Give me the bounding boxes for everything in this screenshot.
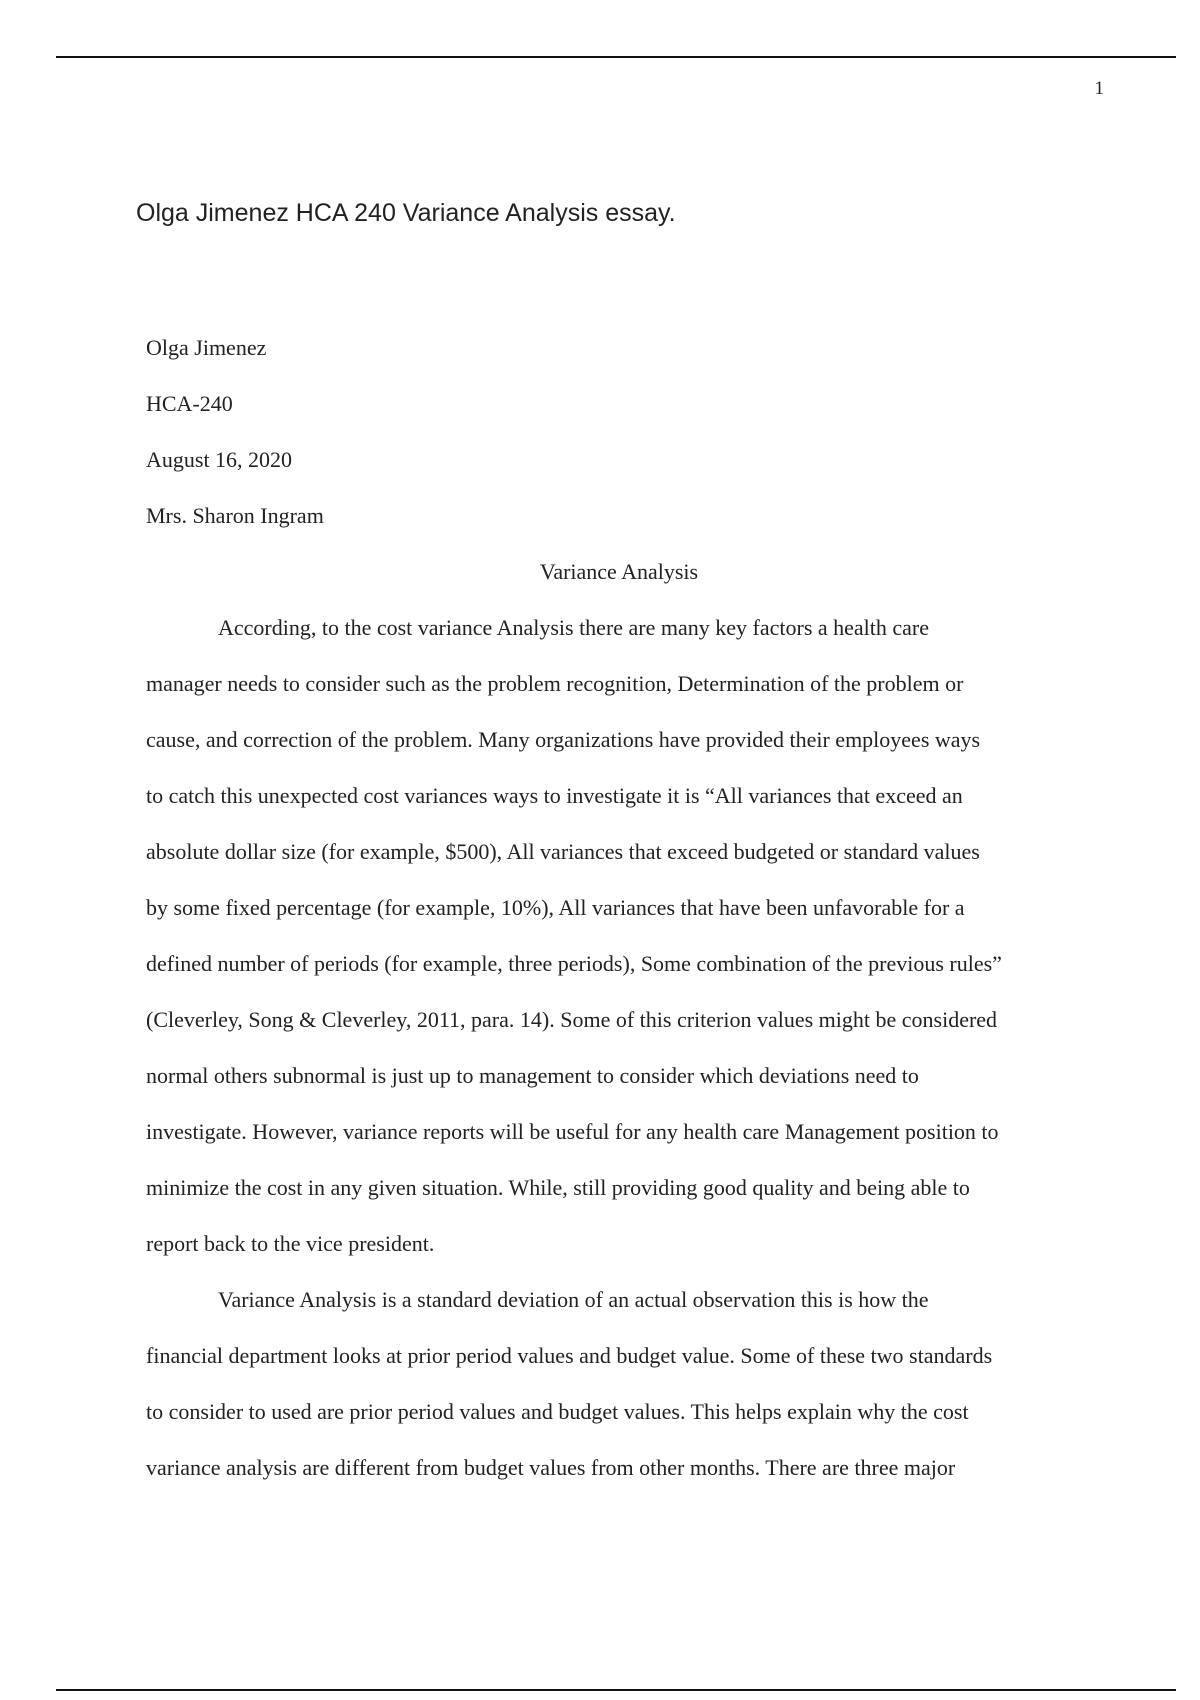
paragraph-line: to catch this unexpected cost variances ways to investigate it is “All variances that exceed an xyxy=(146,783,963,808)
paragraph-line: defined number of periods (for example, three periods), Some combination of the previous rules” xyxy=(146,951,1002,976)
document-title: Olga Jimenez HCA 240 Variance Analysis essay. xyxy=(136,199,676,227)
paragraph-line: cause, and correction of the problem. Many organizations have provided their employees ways xyxy=(146,727,981,752)
bottom-rule xyxy=(56,1689,1176,1691)
paragraph-line: According, to the cost variance Analysis there are many key factors a health care xyxy=(218,615,930,640)
paragraph-line: by some fixed percentage (for example, 10%), All variances that have been unfavorable for a xyxy=(146,895,965,920)
paragraph-2 xyxy=(146,1272,1092,1496)
paragraph-line: absolute dollar size (for example, $500), All variances that exceed budgeted or standard values xyxy=(146,839,980,864)
paragraph-line: financial department looks at prior period values and budget value. Some of these two standards xyxy=(146,1343,993,1368)
paragraph-1 xyxy=(146,600,1092,1272)
paragraph-line: to consider to used are prior period values and budget values. This helps explain why the cost xyxy=(146,1399,969,1424)
page-number: 1 xyxy=(1094,78,1104,99)
paragraph-line: report back to the vice president. xyxy=(146,1231,435,1256)
document-body xyxy=(146,320,1092,1496)
paragraph-line: manager needs to consider such as the problem recognition, Determination of the problem or xyxy=(146,671,964,696)
section-title: Variance Analysis xyxy=(539,559,699,584)
paragraph-line: Variance Analysis is a standard deviation of an actual observation this is how the xyxy=(218,1287,929,1312)
paragraph-line: investigate. However, variance reports will be useful for any health care Management position to xyxy=(146,1119,999,1144)
document-date: August 16, 2020 xyxy=(146,447,293,472)
course-code: HCA-240 xyxy=(146,391,233,416)
instructor-name: Mrs. Sharon Ingram xyxy=(146,503,324,528)
paragraph-line: normal others subnormal is just up to management to consider which deviations need to xyxy=(146,1063,919,1088)
paragraph-line: minimize the cost in any given situation. While, still providing good quality and being able to xyxy=(146,1175,970,1200)
top-rule xyxy=(56,56,1176,58)
paragraph-line: variance analysis are different from budget values from other months. There are three major xyxy=(146,1455,956,1480)
author-name: Olga Jimenez xyxy=(146,335,267,360)
paragraph-line: (Cleverley, Song & Cleverley, 2011, para. 14). Some of this criterion values might be considered xyxy=(146,1007,998,1032)
